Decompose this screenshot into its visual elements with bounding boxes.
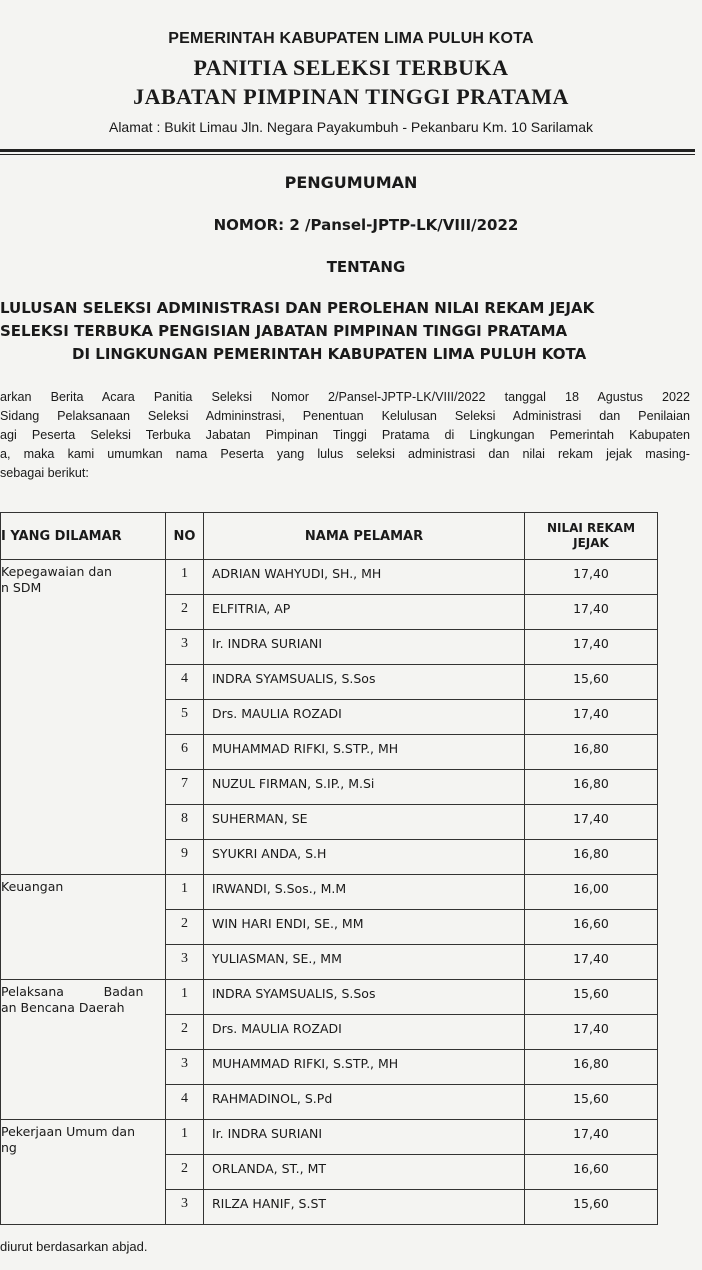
no-text: 4	[181, 671, 188, 686]
name-cell	[204, 945, 525, 980]
name-cell	[204, 665, 525, 700]
no-text: 4	[181, 1091, 188, 1106]
no-cell	[166, 1190, 204, 1225]
no-cell	[166, 805, 204, 840]
name-cell	[204, 1190, 525, 1225]
no-cell	[166, 1050, 204, 1085]
no-cell	[166, 945, 204, 980]
value-cell	[525, 770, 658, 805]
no-cell	[166, 700, 204, 735]
no-cell	[166, 560, 204, 595]
header-name-label: NAMA PELAMAR	[304, 528, 424, 544]
name-text: SYUKRI ANDA, S.H	[212, 846, 327, 861]
name-text: NUZUL FIRMAN, S.IP., M.Si	[212, 776, 375, 791]
subject-line-2: SELEKSI TERBUKA PENGISIAN JABATAN PIMPINAN TINGGI PRATAMA	[0, 322, 568, 340]
table-row	[1, 980, 658, 1015]
intro-line: a, maka kami umumkan nama Peserta yang lulus seleksi administrasi dan nilai rekam jejak masing-	[0, 447, 690, 461]
position-label	[1, 1120, 165, 1156]
value-text: 15,60	[573, 671, 609, 686]
no-text: 2	[181, 916, 188, 931]
name-cell	[204, 1015, 525, 1050]
name-text: RILZA HANIF, S.ST	[212, 1196, 327, 1211]
name-text: YULIASMAN, SE., MM	[212, 951, 342, 966]
position-label-line: ng	[1, 1140, 17, 1155]
header-position-label: I YANG DILAMAR	[1, 528, 122, 544]
announcement-about: TENTANG	[326, 258, 406, 276]
name-text: MUHAMMAD RIFKI, S.STP., MH	[212, 1056, 399, 1071]
announcement-number: NOMOR: 2 /Pansel-JPTP-LK/VIII/2022	[213, 216, 519, 234]
no-cell	[166, 875, 204, 910]
value-cell	[525, 1190, 658, 1225]
position-label-line: Pelaksana Badan	[1, 984, 144, 999]
value-cell	[525, 910, 658, 945]
header-value-line2: JEJAK	[573, 536, 609, 550]
no-cell	[166, 840, 204, 875]
name-cell	[204, 1085, 525, 1120]
letterhead-government: PEMERINTAH KABUPATEN LIMA PULUH KOTA	[168, 30, 534, 47]
name-cell	[204, 560, 525, 595]
no-cell	[166, 980, 204, 1015]
value-cell	[525, 630, 658, 665]
letterhead-rule-thick	[0, 149, 695, 152]
name-cell	[204, 910, 525, 945]
no-cell	[166, 595, 204, 630]
header-no	[166, 513, 204, 560]
value-cell	[525, 595, 658, 630]
value-text: 16,80	[573, 846, 609, 861]
value-cell	[525, 665, 658, 700]
no-text: 1	[181, 1126, 188, 1141]
no-text: 8	[181, 811, 188, 826]
no-text: 3	[181, 1056, 188, 1071]
value-text: 16,60	[573, 1161, 609, 1176]
no-text: 3	[181, 636, 188, 651]
no-text: 7	[181, 776, 188, 791]
value-cell	[525, 1085, 658, 1120]
value-text: 16,00	[573, 881, 609, 896]
value-text: 17,40	[573, 811, 609, 826]
name-text: Drs. MAULIA ROZADI	[212, 1021, 342, 1036]
no-cell	[166, 1085, 204, 1120]
letterhead-committee: PANITIA SELEKSI TERBUKA	[193, 55, 509, 80]
table-header-row	[1, 513, 658, 560]
intro-line: arkan Berita Acara Panitia Seleksi Nomor 2/Pansel-JPTP-LK/VIII/2022 tanggal 18 Agustus 2022	[0, 390, 690, 404]
no-text: 3	[181, 1196, 188, 1211]
name-cell	[204, 1120, 525, 1155]
name-text: INDRA SYAMSUALIS, S.Sos	[212, 671, 376, 686]
intro-line: sebagai berikut:	[0, 466, 89, 480]
name-text: ADRIAN WAHYUDI, SH., MH	[212, 566, 382, 581]
value-cell	[525, 700, 658, 735]
no-text: 2	[181, 601, 188, 616]
name-text: WIN HARI ENDI, SE., MM	[212, 916, 364, 931]
name-text: Drs. MAULIA ROZADI	[212, 706, 342, 721]
position-cell	[1, 875, 166, 980]
intro-paragraph	[0, 388, 690, 483]
intro-line: agi Peserta Seleksi Terbuka Jabatan Pimpinan Tinggi Pratama di Lingkungan Pemerintah Kabupaten	[0, 428, 690, 442]
position-label-line: Pekerjaan Umum dan	[1, 1124, 136, 1139]
value-text: 17,40	[573, 636, 609, 651]
no-text: 9	[181, 846, 188, 861]
header-value-line1: NILAI REKAM	[546, 521, 636, 535]
no-text: 1	[181, 881, 188, 896]
position-cell	[1, 980, 166, 1120]
name-text: INDRA SYAMSUALIS, S.Sos	[212, 986, 376, 1001]
value-text: 17,40	[573, 706, 609, 721]
position-label-line: Keuangan	[1, 879, 64, 894]
value-text: 15,60	[573, 1196, 609, 1211]
name-text: MUHAMMAD RIFKI, S.STP., MH	[212, 741, 399, 756]
no-cell	[166, 630, 204, 665]
value-cell	[525, 840, 658, 875]
no-cell	[166, 770, 204, 805]
position-cell	[1, 1120, 166, 1225]
position-label-line: n SDM	[1, 580, 42, 595]
name-text: RAHMADINOL, S.Pd	[212, 1091, 333, 1106]
position-label-line: Kepegawaian dan	[1, 564, 112, 579]
results-table	[0, 512, 658, 1225]
intro-line: Sidang Pelaksanaan Seleksi Admininstrasi, Penentuan Kelulusan Seleksi Administrasi dan Penilaian	[0, 409, 690, 423]
value-text: 16,80	[573, 741, 609, 756]
letterhead-address: Alamat : Bukit Limau Jln. Negara Payakumbuh - Pekanbaru Km. 10 Sarilamak	[108, 119, 593, 135]
position-cell	[1, 560, 166, 875]
no-text: 6	[181, 741, 188, 756]
no-cell	[166, 1015, 204, 1050]
value-cell	[525, 1155, 658, 1190]
no-text: 3	[181, 951, 188, 966]
name-cell	[204, 630, 525, 665]
header-value	[525, 513, 658, 560]
value-cell	[525, 560, 658, 595]
name-cell	[204, 700, 525, 735]
header-position	[1, 513, 166, 560]
name-cell	[204, 980, 525, 1015]
value-text: 16,60	[573, 916, 609, 931]
value-cell	[525, 875, 658, 910]
value-text: 15,60	[573, 1091, 609, 1106]
value-text: 17,40	[573, 566, 609, 581]
position-label-line: an Bencana Daerah	[1, 1000, 125, 1015]
name-cell	[204, 770, 525, 805]
value-cell	[525, 1120, 658, 1155]
no-cell	[166, 665, 204, 700]
value-cell	[525, 980, 658, 1015]
no-cell	[166, 1155, 204, 1190]
footnote: diurut berdasarkan abjad.	[0, 1239, 148, 1254]
table-row	[1, 875, 658, 910]
name-cell	[204, 1050, 525, 1085]
name-cell	[204, 840, 525, 875]
name-text: SUHERMAN, SE	[212, 811, 308, 826]
no-text: 5	[181, 706, 188, 721]
header-name	[204, 513, 525, 560]
table-row	[1, 1120, 658, 1155]
value-text: 17,40	[573, 601, 609, 616]
letterhead-rule-thin	[0, 154, 695, 155]
no-text: 2	[181, 1161, 188, 1176]
name-text: Ir. INDRA SURIANI	[212, 1126, 323, 1141]
no-cell	[166, 735, 204, 770]
letterhead-position: JABATAN PIMPINAN TINGGI PRATAMA	[133, 84, 569, 109]
subject-line-3: DI LINGKUNGAN PEMERINTAH KABUPATEN LIMA PULUH KOTA	[72, 345, 587, 363]
no-cell	[166, 910, 204, 945]
name-cell	[204, 875, 525, 910]
value-cell	[525, 945, 658, 980]
name-cell	[204, 735, 525, 770]
name-text: ELFITRIA, AP	[212, 601, 291, 616]
name-text: Ir. INDRA SURIANI	[212, 636, 323, 651]
value-cell	[525, 805, 658, 840]
value-cell	[525, 1015, 658, 1050]
subject-line-1: LULUSAN SELEKSI ADMINISTRASI DAN PEROLEHAN NILAI REKAM JEJAK	[0, 299, 595, 317]
name-cell	[204, 1155, 525, 1190]
value-text: 16,80	[573, 776, 609, 791]
announcement-title: PENGUMUMAN	[284, 173, 418, 192]
no-text: 1	[181, 566, 188, 581]
position-label	[1, 875, 165, 895]
value-cell	[525, 735, 658, 770]
table-row	[1, 560, 658, 595]
value-cell	[525, 1050, 658, 1085]
value-text: 17,40	[573, 1021, 609, 1036]
name-cell	[204, 595, 525, 630]
name-text: IRWANDI, S.Sos., M.M	[212, 881, 347, 896]
value-text: 17,40	[573, 951, 609, 966]
name-text: ORLANDA, ST., MT	[212, 1161, 327, 1176]
no-text: 1	[181, 986, 188, 1001]
no-text: 2	[181, 1021, 188, 1036]
position-label	[1, 560, 165, 596]
no-cell	[166, 1120, 204, 1155]
value-text: 16,80	[573, 1056, 609, 1071]
position-label	[1, 980, 165, 1016]
value-text: 17,40	[573, 1126, 609, 1141]
header-no-label: NO	[173, 528, 196, 544]
value-text: 15,60	[573, 986, 609, 1001]
name-cell	[204, 805, 525, 840]
